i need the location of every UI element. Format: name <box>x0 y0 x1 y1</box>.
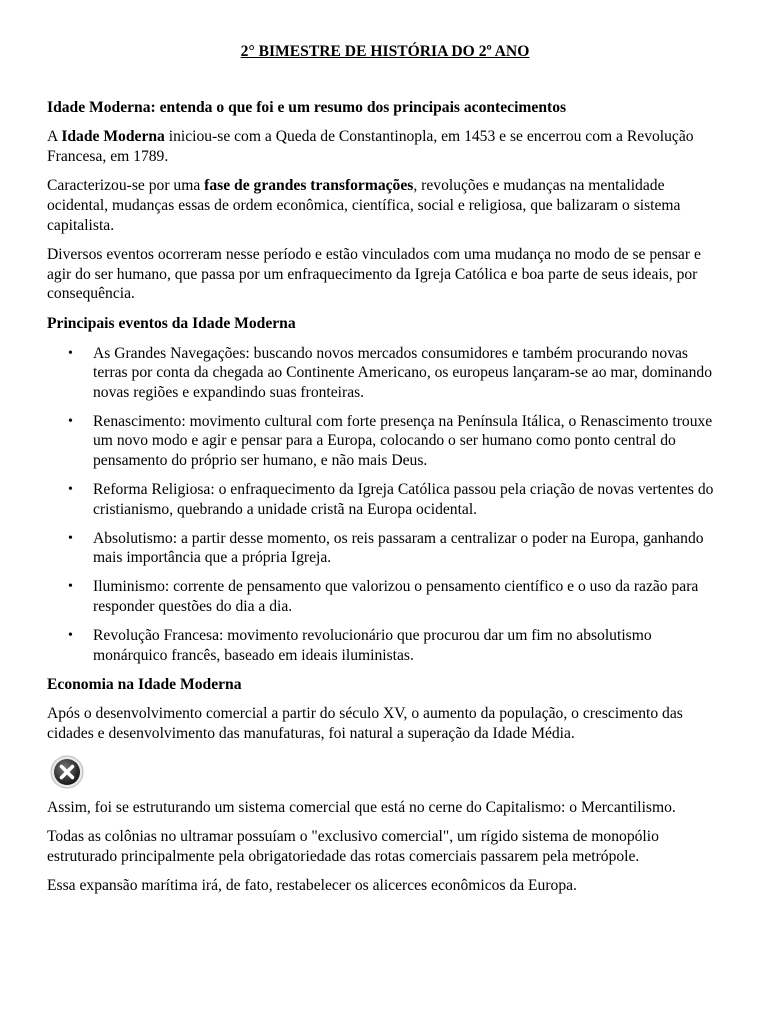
intro-paragraph-2 <box>47 176 723 235</box>
economy-paragraph-2: Assim, foi se estruturando um sistema comercial que está no cerne do Capitalismo: o Mercantilismo. <box>47 798 676 816</box>
intro-p2-post: , revoluções e mudanças na mentalidade ocidental, mudanças essas de ordem econômica, científica, social e religiosa, que balizaram o sistema capitalista. <box>47 177 681 234</box>
document-page <box>47 42 723 906</box>
list-item: • Reforma Religiosa: o enfraquecimento da Igreja Católica passou pela criação de novas vertentes do cristianismo, quebrando a unidade cristã na Europa ocidental. <box>93 480 723 519</box>
list-item: • Iluminismo: corrente de pensamento que valorizou o pensamento científico e o uso da razão para responder questões do dia a dia. <box>93 577 723 616</box>
intro-heading: Idade Moderna: entenda o que foi e um resumo dos principais acontecimentos <box>47 98 567 116</box>
economy-heading: Economia na Idade Moderna <box>47 675 242 693</box>
list-item: • Absolutismo: a partir desse momento, os reis passaram a centralizar o poder na Europa, ganhando mais importância que a própria Igreja. <box>93 529 723 568</box>
intro-p1-bold: Idade Moderna <box>61 128 165 146</box>
economy-paragraph-1: Após o desenvolvimento comercial a partir do século XV, o aumento da população, o crescimento das cidades e desenvolvimento das manufaturas, foi natural a superação da Idade Média. <box>47 705 683 743</box>
intro-p1-post: iniciou-se com a Queda de Constantinopla, em 1453 e se encerrou com a Revolução Francesa, em 1789. <box>47 128 694 165</box>
intro-p2-pre: Caracterizou-se por uma <box>47 177 205 195</box>
page-title: 2° BIMESTRE DE HISTÓRIA DO 2º ANO <box>240 43 530 60</box>
intro-paragraph-1 <box>47 127 723 166</box>
list-item: • Renascimento: movimento cultural com forte presença na Península Itálica, o Renascimento trouxe um novo modo e agir e pensar para a Europa, colocando o ser humano como ponto central do pensamento do próprio ser humano, e não mais Deus. <box>93 412 723 471</box>
list-item: • Revolução Francesa: movimento revolucionário que procurou dar um fim no absolutismo monárquico francês, baseado em ideais iluministas. <box>93 626 723 665</box>
intro-p1-pre: A <box>47 128 62 146</box>
intro-paragraph-3: Diversos eventos ocorreram nesse período e estão vinculados com uma mudança no modo de se pensar e agir do ser humano, que passa por um enfraquecimento da Igreja Católica e boa parte de seus ideais, por consequência. <box>47 246 701 303</box>
broken-image-icon <box>49 754 85 790</box>
intro-p2-bold: fase de grandes transformações <box>204 177 414 195</box>
list-item: • As Grandes Navegações: buscando novos mercados consumidores e também procurando novas terras por conta da chegada ao Continente Americano, os europeus lançaram-se ao mar, dominando novas regiões e expandindo suas fronteiras. <box>93 344 723 403</box>
events-list <box>47 344 723 666</box>
economy-paragraph-3: Todas as colônias no ultramar possuíam o "exclusivo comercial", um rígido sistema de monopólio estruturado principalmente pela obrigatoriedade das rotas comerciais passarem pela metrópole. <box>47 828 659 865</box>
events-heading: Principais eventos da Idade Moderna <box>47 314 296 332</box>
economy-paragraph-4: Essa expansão marítima irá, de fato, restabelecer os alicerces econômicos da Europa. <box>47 877 577 895</box>
